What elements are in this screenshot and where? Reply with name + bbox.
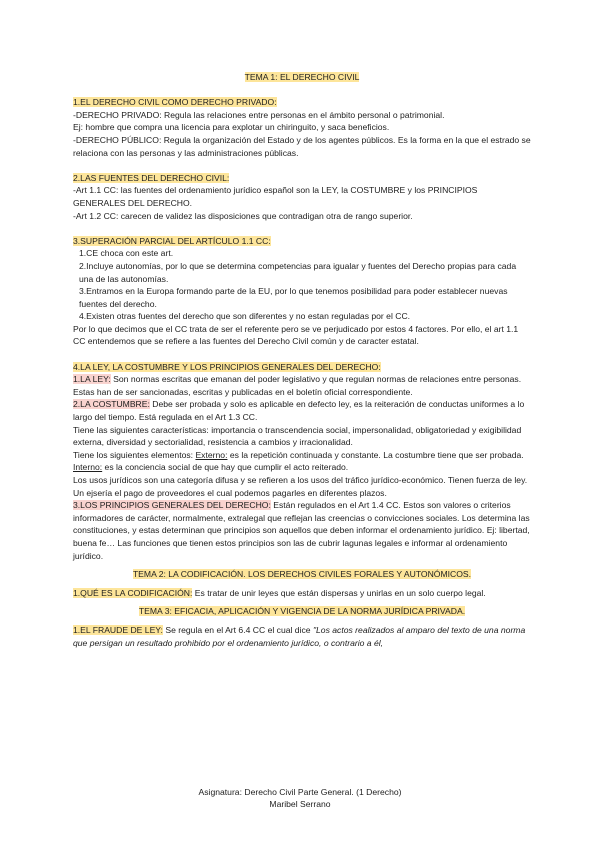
paragraph: -Art 1.2 CC: carecen de validez las disposiciones que contradigan otra de rango superior. (73, 210, 413, 221)
paragraph-codificacion: 1.QUÉ ES LA CODIFICACIÓN: Es tratar de unir leyes que están dispersas y unirlas en un solo cuerpo legal. (73, 587, 486, 598)
document-body (73, 71, 531, 649)
section-heading-1: 1.EL DERECHO CIVIL COMO DERECHO PRIVADO: (73, 97, 277, 108)
list-item: 1.CE choca con este art. (79, 248, 174, 259)
list-item: 2.Incluye autonomías, por lo que se determina competencias para igualar y fuentes del Derecho propias para cada una de las autonomías. (79, 260, 517, 284)
page-footer (0, 787, 600, 810)
footer-subject: Asignatura: Derecho Civil Parte General. (1 Derecho) (198, 787, 402, 797)
paragraph-fraude: 1.EL FRAUDE DE LEY: Se regula en el Art 6.4 CC el cual dice "Los actos realizados al amparo del texto de una norma que persigan un resultado prohibido por el ordenamiento jurídico, o contrario a él, (73, 624, 526, 648)
section-heading-2: 2.LAS FUENTES DEL DERECHO CIVIL: (73, 172, 230, 183)
paragraph: Tiene las siguientes características: importancia o transcendencia social, impersonalidad, obligatoriedad y exigibilidad externa, diversidad y sectorialidad, resistencia a cambios y irracionalidad. (73, 424, 522, 448)
paragraph-ley: 1.LA LEY: Son normas escritas que emanan del poder legislativo y que regulan normas de relaciones entre personas. Estas han de ser sancionadas, escritas y publicadas en el boletín oficial correspondiente. (73, 374, 522, 397)
paragraph: Los usos jurídicos son una categoría difusa y se refieren a los usos del tráfico jurídico-económico. Tienen fuerza de ley. Un ejsería el pago de proveedores el cual podemos pagarles en diferentes plazos. (73, 475, 528, 498)
tema3-title: TEMA 3: EFICACIA, APLICACIÓN Y VIGENCIA DE LA NORMA JURÍDICA PRIVADA. (138, 606, 466, 617)
paragraph: Por lo que decimos que el CC trata de ser el referente pero se ve perjudicado por estos 4 factores. Por ello, el art 1.1 CC entendemos que se refiere a las fuentes del Derecho Civil común y de caracter estatal. (73, 323, 519, 347)
tema1-title: TEMA 1: EL DERECHO CIVIL (244, 72, 360, 82)
paragraph: -DERECHO PÚBLICO: Regula la organización del Estado y de los agentes públicos. Es la forma en la que el estrado se relaciona con las personas y las administraciones públicas. (73, 134, 531, 158)
paragraph-costumbre: 2.LA COSTUMBRE: Debe ser probada y solo es aplicable en defecto ley, es la reiteración de conductas uniformes a lo largo del tiempo. Está regulada en el Art 1.3 CC. (73, 399, 525, 423)
list-item: 4.Existen otras fuentes del derecho que son diferentes y no estan reguladas por el CC. (79, 311, 411, 322)
paragraph: -Art 1.1 CC: las fuentes del ordenamiento jurídico español son la LEY, la COSTUMBRE y los PRINCIPIOS GENERALES DEL DERECHO. (73, 185, 478, 208)
section-heading-3: 3.SUPERACIÓN PARCIAL DEL ARTÍCULO 1.1 CC: (73, 235, 271, 246)
paragraph-principios: 3.LOS PRINCIPIOS GENERALES DEL DERECHO: Están regulados en el Art 1.4 CC. Estos son valores o criterios informadores de carácter, normalmente, extralegal que reflejan las creencias o convicciones sociales. Los determina las constituciones, y estas determinan que principios son aquellos que deben informar el ordenamiento jurídico. Ej: libertad, buena fe… Las funciones que tienen estos principios son las de cubrir lagunas legales e informar al ordenamiento jurídico. (73, 500, 530, 561)
paragraph: Ej: hombre que compra una licencia para explotar un chiringuito, y saca beneficios. (73, 122, 390, 133)
list-item: 3.Entramos en la Europa formando parte de la EU, por lo que tenemos posibilidad para poder establecer nuevas fuentes del derecho. (79, 286, 508, 309)
section-heading-4: 4.LA LEY, LA COSTUMBRE Y LOS PRINCIPIOS GENERALES DEL DERECHO: (73, 361, 381, 372)
tema2-title: TEMA 2: LA CODIFICACIÓN. LOS DERECHOS CIVILES FORALES Y AUTONÓMICOS. (132, 569, 472, 580)
paragraph-elementos: Tiene los siguientes elementos: Externo: es la repetición continuada y constante. La costumbre tiene que ser probada. Interno: es la conciencia social de que hay que cumplir el acto reiterado. (73, 449, 524, 473)
footer-author: Maribel Serrano (269, 798, 331, 809)
paragraph: -DERECHO PRIVADO: Regula las relaciones entre personas en el ámbito personal o patrimonial. (73, 109, 445, 120)
